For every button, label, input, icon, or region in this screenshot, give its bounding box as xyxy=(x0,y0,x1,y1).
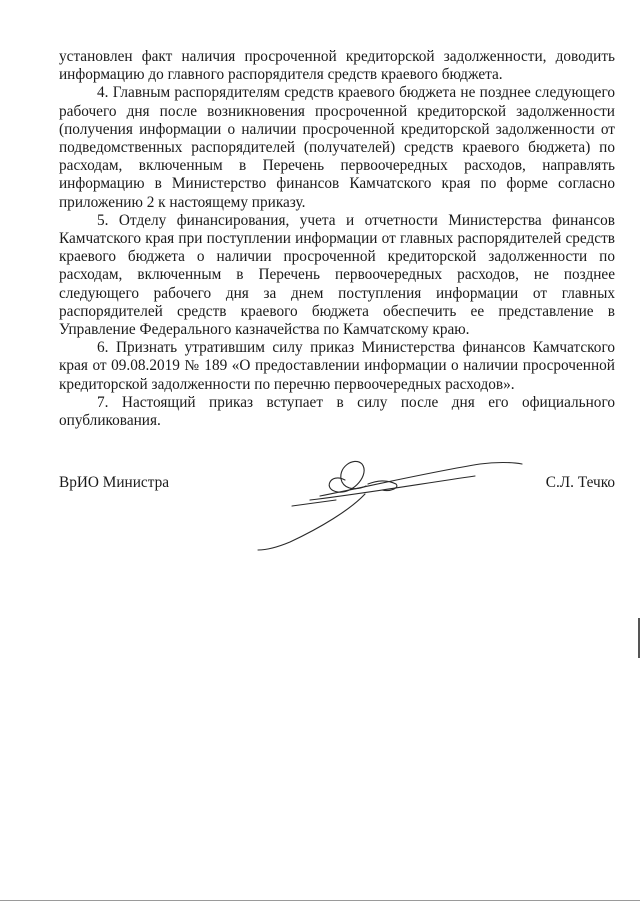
paragraph-item-7: 7. Настоящий приказ вступает в силу после дня его официального опубликования. xyxy=(59,393,615,430)
page-bottom-rule xyxy=(0,900,640,901)
document-body xyxy=(59,48,615,430)
paragraph-item-5: 5. Отделу финансирования, учета и отчетности Министерства финансов Камчатского края при поступлении информации от главных распорядителей средств краевого бюджета о наличии просроченной кредиторской задолженности по расходам, включенным в Перечень первоочередных расходов, не позднее следующего рабочего дня за днем поступления информации от главных распорядителей средств краевого бюджета обеспечить ее представление в Управление Федерального казначейства по Камчатскому краю. xyxy=(59,211,615,339)
handwritten-signature xyxy=(250,450,540,560)
paragraph-continuation: установлен факт наличия просроченной кредиторской задолженности, доводить информацию до главного распорядителя средств краевого бюджета. xyxy=(59,48,615,84)
paragraph-item-6: 6. Признать утратившим силу приказ Министерства финансов Камчатского края от 09.08.2019 № 189 «О предоставлении информации о наличии просроченной кредиторской задолженности по перечню первоочередных расходов». xyxy=(59,339,615,393)
signatory-role: ВрИО Министра xyxy=(59,474,170,491)
paragraph-item-4: 4. Главным распорядителям средств краевого бюджета не позднее следующего рабочего дня после возникновения просроченной кредиторской задолженности (получения информации о наличии просроченной кредиторской задолженности от подведомственных распорядителей (получателей) средств краевого бюджета) по расходам, включенным в Перечень первоочередных расходов, направлять информацию в Министерство финансов Камчатского края по форме согласно приложению 2 к настоящему приказу. xyxy=(59,84,615,211)
signatory-name: С.Л. Течко xyxy=(545,474,615,491)
